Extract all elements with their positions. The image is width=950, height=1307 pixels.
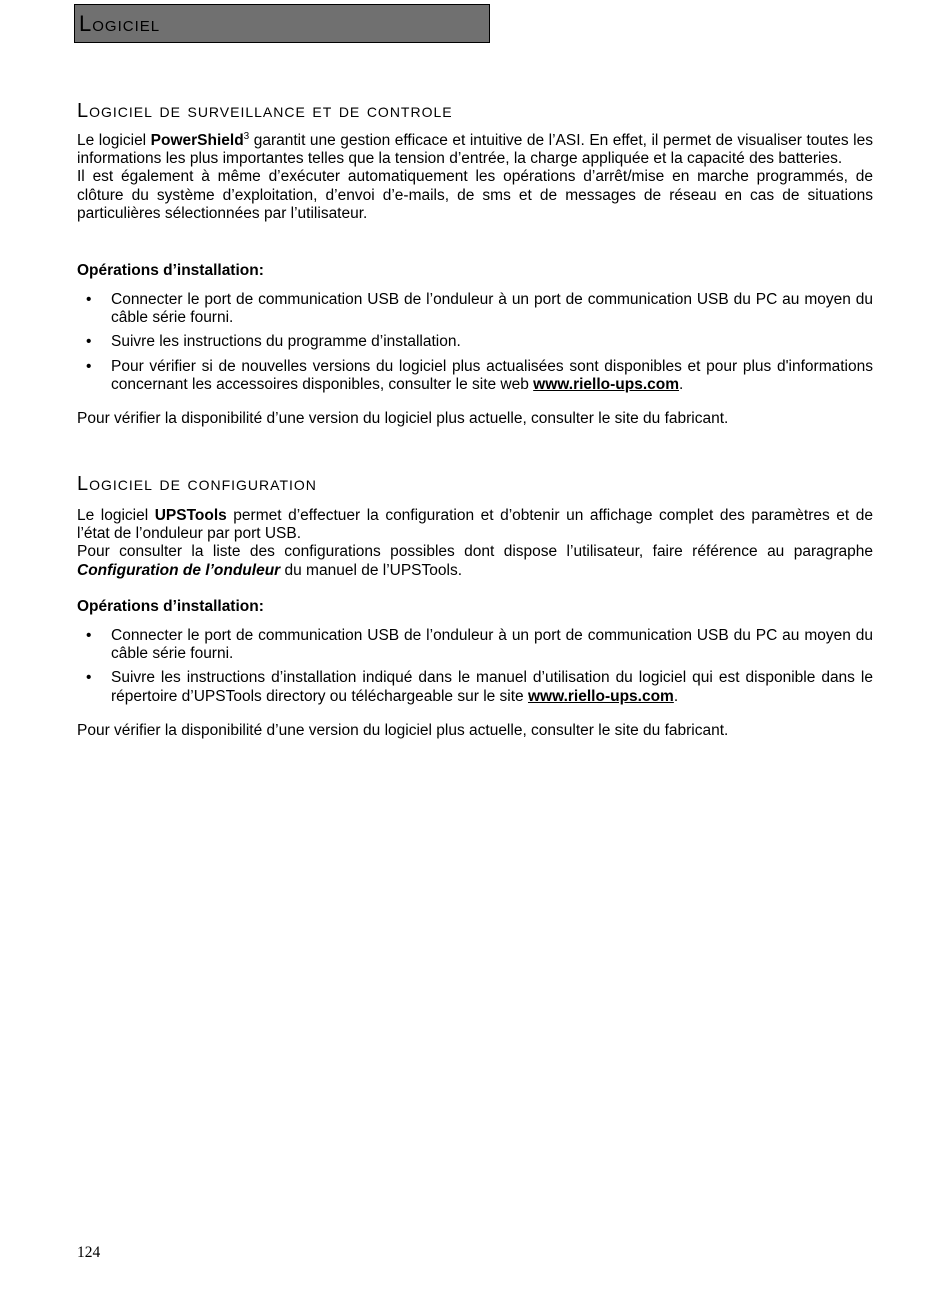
configuration-intro [77, 507, 873, 580]
surveillance-install-title: Opérations d’installation: [77, 262, 264, 279]
configuration-install-title: Opérations d’installation: [77, 598, 264, 615]
surveillance-intro [77, 132, 873, 223]
surveillance-paragraph-1: Le logiciel PowerShield$^3$ garantit une gestion efficace et intuitive de l’ASI. En effet, il permet de visualiser toutes les informations les plus importantes telles que la tension d’entrée, la charge appliquée et la capacité des batteries. [77, 130, 873, 168]
configuration-emphasis: Configuration de l’onduleur [77, 561, 281, 579]
product-powershield: PowerShield [150, 132, 244, 149]
bullet-icon: • [86, 357, 92, 375]
section-title-configuration: Logiciel de configuration [77, 473, 317, 495]
configuration-paragraph-2: Pour consulter la liste des configurations possibles dont dispose l’utilisateur, faire référence au paragraphe Configuration de l’onduleur du manuel de l’UPSTools. [77, 543, 873, 579]
bullet-icon: • [86, 627, 92, 644]
configuration-paragraph-1: Le logiciel UPSTools permet d’effectuer la configuration et d’obtenir un affichage complet des paramètres et de l’état de l’onduleur par port USB. [77, 507, 873, 543]
riello-ups-link[interactable]: www.riello-ups.com [528, 687, 674, 705]
surveillance-paragraph-2: Il est également à même d’exécuter automatiquement les opérations d’arrêt/mise en marche programmés, de clôture du système d’exploitation, d’envoi d’e-mails, de sms et de messages de réseau en cas de situations particulières sélectionnées par l’utilisateur. [77, 168, 873, 222]
list-item: • Connecter le port de communication USB de l’onduleur à un port de communication USB du PC au moyen du câble série fourni. [86, 291, 873, 327]
surveillance-footer-note: Pour vérifier la disponibilité d’une version du logiciel plus actuelle, consulter le site du fabricant. [77, 410, 729, 427]
bullet-icon: • [86, 291, 92, 308]
product-upstools: UPSTools [154, 507, 227, 524]
configuration-note-block [77, 722, 873, 740]
chapter-header [74, 4, 490, 43]
list-item: • Pour vérifier si de nouvelles versions du logiciel plus actualisées sont disponibles et pour plus d'informations concernant les accessoires disponibles, consulter le site web www.riello-ups.com. [86, 357, 873, 393]
list-item: • Suivre les instructions du programme d’installation. [86, 333, 461, 351]
riello-ups-link[interactable]: www.riello-ups.com [533, 375, 680, 393]
list-item: • Connecter le port de communication USB de l’onduleur à un port de communication USB du PC au moyen du câble série fourni. [86, 627, 873, 663]
configuration-footer-note: Pour vérifier la disponibilité d’une version du logiciel plus actuelle, consulter le site du fabricant. [77, 722, 729, 739]
section-title-surveillance: Logiciel de surveillance et de controle [77, 100, 453, 122]
bullet-icon: • [86, 333, 92, 351]
surveillance-install-title-block [77, 262, 873, 280]
configuration-install-list [77, 627, 873, 712]
bullet-icon: • [86, 669, 92, 687]
list-item: • Suivre les instructions d’installation indiqué dans le manuel d’utilisation du logiciel qui est disponible dans le répertoire d’UPSTools directory ou téléchargeable sur le site www.riello-ups.com. [86, 669, 873, 705]
product-superscript: 3 [243, 130, 250, 142]
surveillance-note-block [77, 410, 873, 428]
chapter-title: Logiciel [79, 11, 161, 36]
surveillance-install-list [77, 291, 873, 400]
page-number: 124 [77, 1244, 101, 1261]
configuration-install-title-block [77, 598, 873, 616]
